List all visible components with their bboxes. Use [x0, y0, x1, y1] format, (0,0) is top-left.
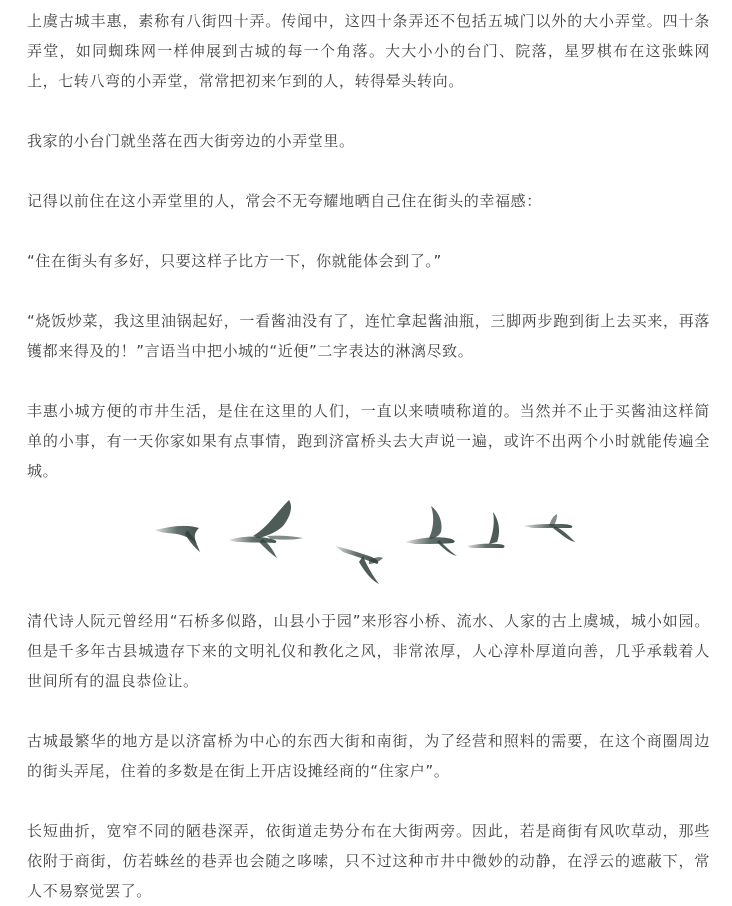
paragraph-8: 古城最繁华的地方是以济富桥为中心的东西大街和南街，为了经营和照料的需要，在这个商圈周边的街头弄尾，住着的多数是在街上开店设摊经商的“住家户”。	[27, 732, 710, 780]
bird-4	[405, 506, 457, 556]
paragraph-6: 丰惠小城方便的市井生活，是住在这里的人们，一直以来啧啧称道的。当然并不止于买酱油这样简单的小事，有一天你家如果有点事情，跑到济富桥头去大声说一遍，或许不出两个小时就能传遍全城。	[27, 402, 710, 480]
paragraph-1: 上虞古城丰惠，素称有八街四十弄。传闻中，这四十条弄还不包括五城门以外的大小弄堂。四十条弄堂，如同蜘珠网一样伸展到古城的每一个角落。大大小小的台门、院落，星罗棋布在这张蛛网上，七转八弯的小弄堂，常常把初来乍到的人，转得晕头转向。	[27, 12, 710, 90]
bird-2	[229, 500, 303, 558]
paragraph-spacer	[27, 786, 710, 816]
paragraph-spacer	[27, 216, 710, 246]
bird-3	[335, 546, 383, 584]
paragraph-9: 长短曲折，宽窄不同的陋巷深弄，依街道走势分布在大街两旁。因此，若是商街有风吹草动，那些依附于商街，仿若蛛丝的巷弄也会随之哆嗦，只不过这种市井中微妙的动静，在浮云的遮蔽下，常人不易察觉罢了。	[27, 822, 710, 900]
paragraph-2: 我家的小台门就坐落在西大街旁边的小弄堂里。	[27, 132, 355, 150]
paragraph-spacer	[27, 366, 710, 396]
paragraph-4: “住在街头有多好，只要这样子比方一下，你就能体会到了。”	[27, 252, 442, 270]
paragraph-spacer	[27, 156, 710, 186]
paragraph-7: 清代诗人阮元曾经用“石桥多似路，山县小于园”来形容小桥、流水、人家的古上虞城，城小如园。但是千多年古县城遗存下来的文明礼仪和教化之风，非常浓厚，人心淳朴厚道向善，几乎承载着人世间所有的温良恭俭让。	[27, 612, 710, 690]
paragraph-spacer	[27, 696, 710, 726]
flying-birds-icon	[27, 486, 710, 606]
paragraph-5: “烧饭炒菜，我这里油锅起好，一看酱油没有了，连忙拿起酱油瓶，三脚两步跑到街上去买来，再落镬都来得及的！”言语当中把小城的“近便”二字表达的淋漓尽致。	[27, 312, 710, 360]
paragraph-spacer	[27, 96, 710, 126]
flying-birds-illustration	[27, 486, 710, 606]
paragraph-3: 记得以前住在这小弄堂里的人，常会不无夸耀地晒自己住在街头的幸福感：	[27, 192, 542, 210]
bird-1	[155, 526, 200, 552]
article-body	[27, 6, 710, 906]
bird-5	[467, 512, 505, 548]
paragraph-spacer	[27, 276, 710, 306]
bird-6	[523, 514, 575, 542]
